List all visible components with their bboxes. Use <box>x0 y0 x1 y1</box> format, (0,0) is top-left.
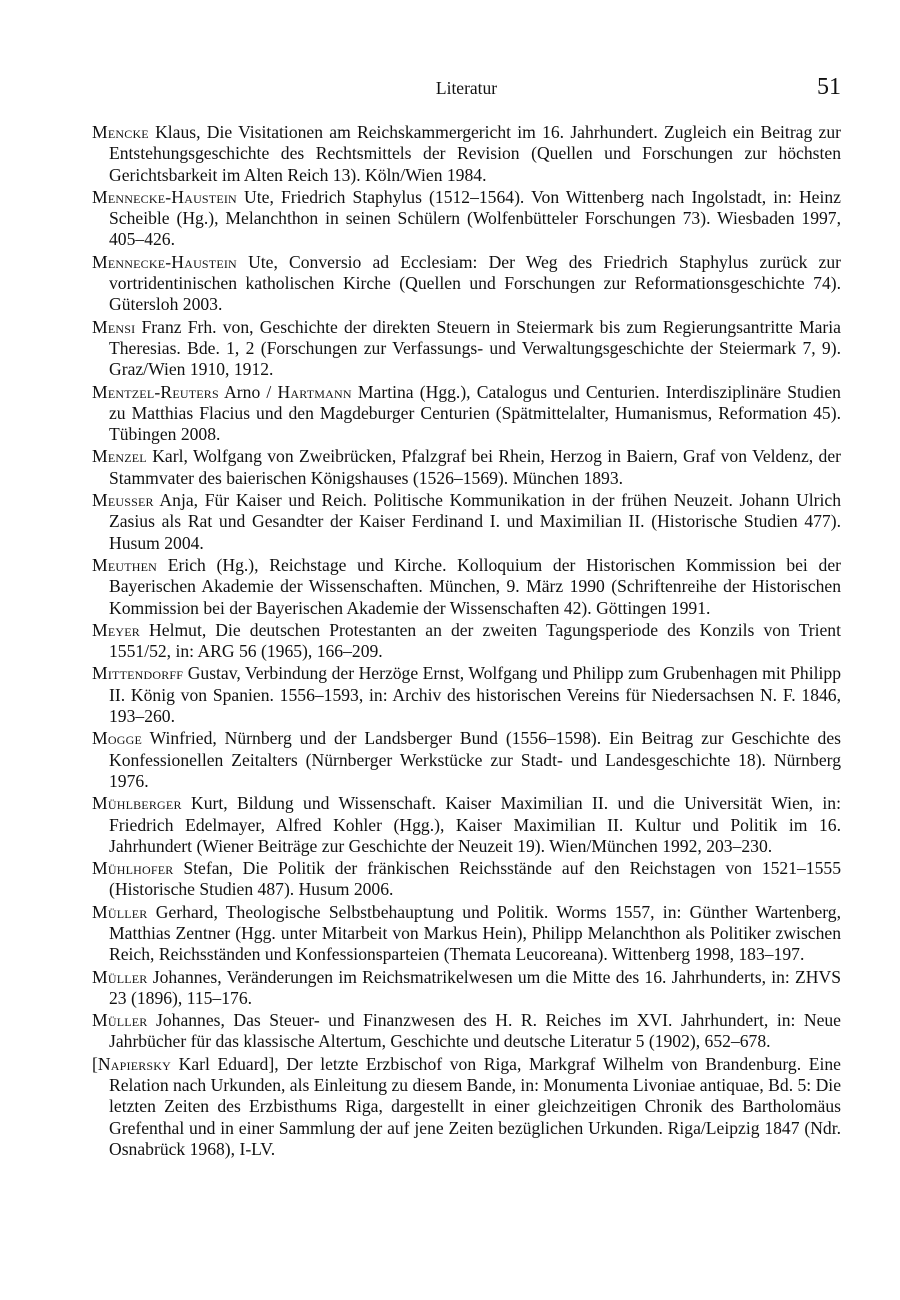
entry-text: Gerhard, Theologische Selbstbehauptung und Politik. Worms 1557, in: Günther Wartenberg, Matthias Zentner (Hgg. unter Mitarbeit von Markus Hein), Philipp Melanchthon als Politiker zwischen Reich, Reichsständen und Konfessionsparteien (Themata Leucoreana). Wittenberg 1998, 183–197. <box>109 901 841 965</box>
entry-author: Meuthen <box>92 554 158 575</box>
entry-author: Mensi <box>92 316 136 337</box>
entry-author: Mennecke-Haustein <box>92 251 237 272</box>
bibliography-entry <box>92 382 841 446</box>
entry-author: Müller <box>92 966 148 987</box>
bibliography-entry <box>92 620 841 663</box>
entry-author: Mennecke-Haustein <box>92 186 237 207</box>
entry-text: Gustav, Verbindung der Herzöge Ernst, Wolfgang und Philipp zum Grubenhagen mit Philipp II. König von Spanien. 1556–1593, in: Archiv des historischen Vereins für Niedersachsen N. F. 1846, 193–260. <box>109 663 841 727</box>
entry-text: Arno / <box>218 381 278 402</box>
entry-second-author: Hartmann <box>277 381 352 402</box>
entry-author: Mencke <box>92 122 149 142</box>
entry-author: Napiersky <box>97 1053 172 1074</box>
entry-text: Helmut, Die deutschen Protestanten an der zweiten Tagungsperiode des Konzils von Trient 1551/52, in: ARG 56 (1965), 166–209. <box>109 619 841 662</box>
entry-bracket: [ <box>92 1053 98 1074</box>
bibliography-entry <box>92 858 841 901</box>
entry-author: Müller <box>92 1010 148 1031</box>
entry-text: Kurt, Bildung und Wissenschaft. Kaiser Maximilian II. und die Universität Wien, in: Friedrich Edelmayer, Alfred Kohler (Hgg.), Kaiser Maximilian II. Kultur und Politik im 16. Jahrhundert (Wiener Beiträge zur Geschichte der Neuzeit 19). Wien/München 1992, 203–230. <box>109 793 841 856</box>
bibliography-entry <box>92 555 841 619</box>
entry-text: Erich (Hg.), Reichstage und Kirche. Kolloquium der Historischen Kommission bei der Bayerischen Akademie der Wissenschaften. München, 9. März 1990 (Schriftenreihe der Historischen Kommission bei der Bayerischen Akademie der Wissenschaften 42). Göttingen 1991. <box>109 554 841 618</box>
bibliography-entry <box>92 902 841 966</box>
bibliography-entry <box>92 122 841 186</box>
entry-author: Mentzel-Reuters <box>92 381 219 402</box>
bibliography-list <box>92 122 841 1160</box>
entry-text: Ute, Friedrich Staphylus (1512–1564). Von Wittenberg nach Ingolstadt, in: Heinz Scheible (Hg.), Melanchthon in seinen Schülern (Wolfenbütteler Forschungen 73). Wiesbaden 1997, 405–426. <box>109 186 841 250</box>
running-head <box>92 74 841 108</box>
entry-text: Anja, Für Kaiser und Reich. Politische Kommunikation in der frühen Neuzeit. Johann Ulrich Zasius als Rat und Gesandter der Kaiser Ferdinand I. und Maximilian II. (Historische Studien 477). Husum 2004. <box>109 490 841 553</box>
entry-text-continued: Martina (Hgg.), Catalogus und Centurien. Interdisziplinäre Studien zu Matthias Flacius und den Magdeburger Centurien (Spätmittelalter, Humanismus, Reformation 45). Tübingen 2008. <box>109 381 841 445</box>
bibliography-entry <box>92 252 841 316</box>
entry-text: Franz Frh. von, Geschichte der direkten Steuern in Steiermark bis zum Regierungsantritte Maria Theresias. Bde. 1, 2 (Forschungen zur Verfassungs- und Verwaltungsgeschichte der Steiermark 7, 9). Graz/Wien 1910, 1912. <box>109 316 841 380</box>
entry-author: Mittendorff <box>92 663 184 684</box>
bibliography-entry <box>92 187 841 251</box>
entry-author: Müller <box>92 901 148 922</box>
entry-author: Mühlhofer <box>92 858 174 879</box>
entry-text: Johannes, Veränderungen im Reichsmatrikelwesen um die Mitte des 16. Jahrhunderts, in: ZHVS 23 (1896), 115–176. <box>109 966 841 1008</box>
bibliography-entry <box>92 317 841 381</box>
bibliography-entry <box>92 446 841 489</box>
entry-text: Karl Eduard], Der letzte Erzbischof von Riga, Markgraf Wilhelm von Brandenburg. Eine Relation nach Urkunden, als Einleitung zu diesem Bande, in: Monumenta Livoniae antiquae, Bd. 5: Die letzten Zeiten des Erzbisthums Riga, dargestellt in einer gleichzeitigen Chronik des Bartholomäus Grefenthal und in einer Sammlung der auf jene Zeiten bezüglichen Urkunden. Riga/Leipzig 1847 (Ndr. Osnabrück 1968), I-LV. <box>109 1053 841 1159</box>
entry-author: Mogge <box>92 728 142 749</box>
entry-author: Mühlberger <box>92 793 182 814</box>
bibliography-entry <box>92 967 841 1010</box>
entry-text: Winfried, Nürnberg und der Landsberger Bund (1556–1598). Ein Beitrag zur Geschichte des Konfessionellen Zeitalters (Nürnberger Werkstücke zur Stadt- und Landesgeschichte 18). Nürnberg 1976. <box>109 728 841 791</box>
bibliography-entry <box>92 728 841 792</box>
entry-text: Karl, Wolfgang von Zweibrücken, Pfalzgraf bei Rhein, Herzog in Baiern, Graf von Veldenz, der Stammvater des baierischen Königshauses (1526–1569). München 1893. <box>109 446 841 488</box>
bibliography-entry <box>92 793 841 857</box>
bibliography-entry <box>92 1010 841 1053</box>
entry-text: Ute, Conversio ad Ecclesiam: Der Weg des Friedrich Staphylus zurück zur vortridentinischen katholischen Kirche (Quellen und Forschungen zur Reformationsgeschichte 74). Gütersloh 2003. <box>109 251 841 315</box>
entry-text: Klaus, Die Visitationen am Reichskammergericht im 16. Jahrhundert. Zugleich ein Beitrag zur Entstehungsgeschichte des Rechtsmittels der Revision (Quellen und Forschungen zur höchsten Gerichtsbarkeit im Alten Reich 13). Köln/Wien 1984. <box>109 122 841 185</box>
page-number: 51 <box>817 74 841 100</box>
entry-text: Stefan, Die Politik der fränkischen Reichsstände auf den Reichstagen von 1521–1555 (Historische Studien 487). Husum 2006. <box>109 858 841 900</box>
entry-text: Johannes, Das Steuer- und Finanzwesen des H. R. Reiches im XVI. Jahrhundert, in: Neue Jahrbücher für das klassische Altertum, Geschichte und deutsche Literatur 5 (1902), 652–678. <box>109 1010 841 1052</box>
book-page <box>92 74 841 1161</box>
entry-author: Menzel <box>92 446 147 467</box>
running-title: Literatur <box>435 78 498 98</box>
bibliography-entry <box>92 490 841 554</box>
bibliography-entry <box>92 1054 841 1160</box>
entry-author: Meyer <box>92 619 140 640</box>
entry-author: Meusser <box>92 490 154 511</box>
bibliography-entry <box>92 663 841 727</box>
